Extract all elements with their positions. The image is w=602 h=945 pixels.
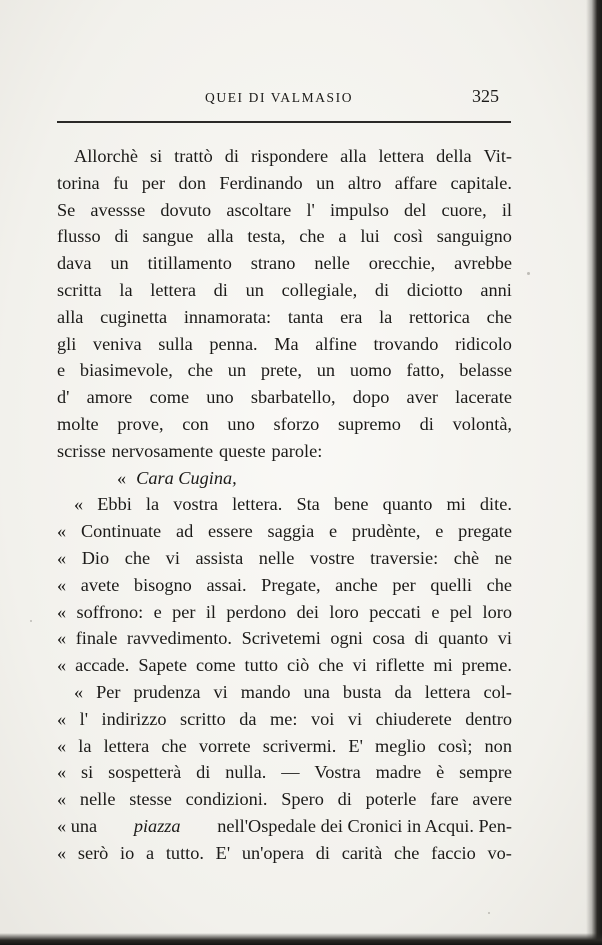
word: accade.	[75, 655, 130, 676]
word: d'	[57, 387, 70, 408]
word: veniva	[92, 333, 142, 354]
letter-line	[57, 840, 512, 867]
word: lacerate	[455, 387, 512, 408]
word: rispondere	[250, 146, 329, 166]
word: flusso	[57, 226, 101, 247]
word: con	[182, 413, 209, 434]
word: il	[205, 601, 216, 622]
text-line	[57, 197, 512, 224]
word: «	[57, 601, 67, 622]
salutation-text: Cara Cugina,	[136, 467, 237, 488]
word: sulla	[158, 333, 193, 354]
word: vostre	[309, 547, 355, 568]
word: impulso	[329, 199, 389, 220]
text-line	[57, 384, 512, 411]
word: pel	[449, 601, 473, 622]
word: assai.	[206, 574, 247, 595]
letter-line	[57, 733, 512, 760]
word: prudenza	[133, 681, 201, 702]
word: aver	[406, 387, 438, 408]
word: innamorata:	[183, 306, 272, 327]
word: «	[57, 789, 67, 810]
page-edge-right	[586, 0, 602, 945]
word: l'	[306, 199, 315, 220]
word: indirizzo	[101, 708, 167, 729]
word: si	[149, 146, 163, 166]
word: vo-	[487, 842, 512, 863]
word: «	[57, 655, 67, 676]
word: e	[57, 360, 66, 381]
word: perdono	[226, 601, 287, 622]
word: come	[195, 655, 236, 676]
word: dite.	[479, 494, 512, 515]
word: sanguigno	[436, 226, 512, 247]
word: la	[119, 279, 133, 300]
word: lettera	[150, 279, 196, 300]
header-rule	[57, 121, 511, 123]
word: per	[392, 574, 416, 595]
word: collegiale,	[281, 279, 358, 300]
word: vi	[347, 708, 363, 729]
piazza-after: nell'Ospedale dei Cronici in Acqui. Pen-	[217, 815, 512, 836]
word: serò	[77, 842, 109, 863]
word: «	[57, 574, 67, 595]
word: di	[213, 279, 228, 300]
word: «	[57, 628, 67, 649]
word: alfine	[315, 333, 357, 354]
word: «	[57, 762, 67, 783]
letter-salutation	[57, 465, 512, 492]
word: lui	[360, 226, 380, 247]
word: scrivermi.	[262, 735, 337, 756]
word: nelle	[79, 789, 116, 810]
word: scrisse	[57, 440, 106, 461]
letter-line	[57, 491, 512, 518]
word: Vostra	[314, 762, 361, 783]
word: dovuto	[160, 199, 212, 220]
word: E'	[348, 735, 363, 756]
word: Sta	[296, 494, 320, 515]
word: madre	[375, 762, 422, 783]
word: quanto	[382, 494, 433, 515]
word: della	[436, 146, 472, 166]
word: carità	[341, 842, 383, 863]
word: diciotto	[406, 279, 463, 300]
word: mi	[433, 655, 453, 676]
word: un	[316, 360, 336, 381]
word: traversie:	[370, 547, 439, 568]
word: nelle	[314, 253, 350, 274]
word: orecchie,	[368, 253, 436, 274]
word: «	[57, 708, 67, 729]
letter-line	[57, 706, 512, 733]
word: assista	[195, 547, 244, 568]
page-edge-bottom	[0, 933, 602, 945]
word: Se	[57, 199, 76, 220]
letter-line	[57, 759, 512, 786]
word: la	[145, 494, 160, 515]
word: busta	[342, 681, 382, 702]
word: di	[315, 842, 330, 863]
word: che	[318, 655, 344, 676]
word: un	[110, 253, 129, 274]
word: affare	[394, 172, 438, 193]
word: Allorchè	[74, 146, 138, 166]
word: un	[316, 172, 335, 193]
word: da	[394, 681, 412, 702]
word: ascoltare	[226, 199, 292, 220]
word: finale	[75, 628, 118, 649]
word: che	[486, 574, 512, 595]
body-text	[57, 143, 512, 867]
word: la	[78, 735, 92, 756]
word: prete,	[260, 360, 302, 381]
paper-speck	[527, 272, 530, 275]
word: a	[146, 842, 155, 863]
letter-line	[57, 518, 512, 545]
word: lettera.	[232, 494, 283, 515]
word: pregate	[458, 521, 512, 542]
text-line	[57, 438, 512, 465]
word: vostra	[173, 494, 218, 515]
letter-line	[57, 545, 512, 572]
word: preme.	[461, 655, 512, 676]
word: Ferdinando	[219, 172, 303, 193]
word: vi	[352, 655, 367, 676]
word: di	[374, 279, 390, 300]
word: nervosamente	[111, 440, 214, 461]
word: alla	[207, 226, 234, 247]
text-line	[57, 357, 512, 384]
word: un	[245, 279, 264, 300]
running-title: QUEI DI VALMASIO	[205, 90, 354, 105]
word: tanta	[287, 306, 324, 327]
word: di	[196, 762, 211, 783]
word: uomo	[349, 360, 392, 381]
word: fu	[113, 172, 129, 193]
word: biasimevole,	[79, 360, 173, 381]
word: avessse	[90, 199, 146, 220]
word: sforzo	[273, 413, 320, 434]
word: che	[187, 360, 213, 381]
word: «	[57, 735, 67, 756]
word: quanto	[438, 628, 489, 649]
word: dentro	[465, 708, 512, 729]
word: era	[340, 306, 363, 327]
word: uno	[206, 387, 234, 408]
word: «	[57, 521, 67, 542]
word: trattò	[174, 146, 213, 166]
word: mi	[446, 494, 466, 515]
word: si	[81, 762, 94, 783]
word: a	[338, 226, 347, 247]
word: titillamento	[147, 253, 232, 274]
letter-line	[57, 599, 512, 626]
word: anche	[335, 574, 378, 595]
word: bene	[333, 494, 369, 515]
word: dei	[296, 601, 319, 622]
word: vi	[213, 681, 228, 702]
word: che	[161, 735, 187, 756]
word: di	[114, 226, 129, 247]
word: dopo	[352, 387, 390, 408]
word: Dio	[81, 547, 110, 568]
word: peccati	[369, 601, 421, 622]
paper-speck	[30, 620, 32, 622]
word: e	[153, 601, 162, 622]
word: Spero	[281, 789, 324, 810]
word: gli	[57, 333, 77, 354]
text-line	[57, 411, 512, 438]
word: cuginetta	[100, 306, 168, 327]
word: «	[57, 547, 67, 568]
word: non	[484, 735, 512, 756]
word: dava	[57, 253, 92, 274]
text-line	[57, 304, 512, 331]
letter-line	[57, 625, 512, 652]
word: volontà,	[452, 413, 512, 434]
word: il	[501, 199, 512, 220]
word: alla	[57, 306, 84, 327]
word: Vit-	[483, 146, 512, 166]
page-number: 325	[472, 86, 499, 106]
letter-line-piazza	[57, 813, 512, 840]
word: —	[281, 762, 300, 783]
word: «	[74, 494, 84, 515]
page-header	[70, 86, 511, 110]
word: loro	[482, 601, 512, 622]
word: un'opera	[241, 842, 305, 863]
word: un	[227, 360, 247, 381]
word: sempre	[459, 762, 512, 783]
word: sangue	[142, 226, 194, 247]
word: Ebbi	[97, 494, 132, 515]
word: di	[414, 628, 429, 649]
word: «	[57, 842, 67, 863]
word: testa,	[247, 226, 286, 247]
word: per	[172, 601, 196, 622]
word: scritta	[57, 279, 102, 300]
word: poterle	[365, 789, 417, 810]
word: vi	[497, 628, 512, 649]
word: loro	[329, 601, 359, 622]
salutation-quote: «	[117, 467, 127, 488]
word: strano	[250, 253, 296, 274]
word: meglio	[375, 735, 426, 756]
text-line	[57, 250, 512, 277]
word: ravvedimento.	[126, 628, 233, 649]
letter-line	[57, 572, 512, 599]
text-line	[57, 170, 512, 197]
word: che	[486, 306, 512, 327]
word: è	[436, 762, 445, 783]
word: Scrivetemi	[241, 628, 321, 649]
word: chè	[453, 547, 480, 568]
word: «	[74, 681, 84, 702]
word: ridicolo	[455, 333, 512, 354]
word: condizioni.	[185, 789, 268, 810]
word: così	[393, 226, 423, 247]
word: queste	[218, 440, 266, 461]
word: la	[379, 306, 393, 327]
word: cosa	[372, 628, 405, 649]
word: cuore,	[441, 199, 487, 220]
word: fatto,	[406, 360, 445, 381]
word: faccio	[431, 842, 476, 863]
word: che	[394, 842, 420, 863]
word: nulla.	[225, 762, 267, 783]
word: riflette	[375, 655, 425, 676]
word: me:	[270, 708, 298, 729]
word: come	[149, 387, 190, 408]
word: che	[124, 547, 151, 568]
letter-line	[57, 652, 512, 679]
word: vi	[165, 547, 180, 568]
text-line	[57, 143, 512, 170]
word: saggia	[267, 521, 315, 542]
word: che	[299, 226, 325, 247]
word: e	[435, 521, 444, 542]
text-line	[57, 331, 512, 358]
word: per	[141, 172, 166, 193]
paper-speck	[488, 912, 490, 914]
word: fare	[430, 789, 459, 810]
letter-line	[57, 786, 512, 813]
word: tutto.	[165, 842, 204, 863]
word: scritto	[180, 708, 226, 729]
word: avere	[472, 789, 512, 810]
word: essere	[208, 521, 253, 542]
word: supremo	[337, 413, 401, 434]
word: quelli	[430, 574, 472, 595]
word: e	[329, 521, 338, 542]
word: avrebbe	[454, 253, 512, 274]
word: io	[120, 842, 135, 863]
word: così;	[437, 735, 473, 756]
word: da	[239, 708, 257, 729]
word: Pregate,	[261, 574, 321, 595]
word: Ma	[274, 333, 299, 354]
word: mando	[240, 681, 291, 702]
word: trovando	[373, 333, 439, 354]
word: capitale.	[450, 172, 512, 193]
word: amore	[86, 387, 133, 408]
word: E'	[215, 842, 231, 863]
word: di	[224, 146, 239, 166]
word: penna.	[209, 333, 258, 354]
word: Per	[96, 681, 121, 702]
word: rettorica	[409, 306, 470, 327]
word: molte	[57, 413, 99, 434]
piazza-italic: piazza	[133, 815, 181, 836]
word: Continuate	[80, 521, 162, 542]
word: lettera	[424, 681, 471, 702]
word: stesse	[129, 789, 172, 810]
word: voi	[310, 708, 335, 729]
word: l'	[79, 708, 89, 729]
text-line	[57, 223, 512, 250]
word: sbarbatello,	[250, 387, 336, 408]
word: altro	[347, 172, 382, 193]
word: lettera	[378, 146, 425, 166]
word: prove,	[117, 413, 164, 434]
word: ogni	[330, 628, 363, 649]
letter-line	[57, 679, 512, 706]
word: vorrete	[198, 735, 251, 756]
word: e	[431, 601, 440, 622]
word: ciò	[286, 655, 310, 676]
word: del	[404, 199, 427, 220]
piazza-before: « una	[57, 815, 98, 836]
word: di	[337, 789, 352, 810]
word: bisogno	[133, 574, 192, 595]
word: di	[419, 413, 434, 434]
word: una	[303, 681, 330, 702]
word: parole:	[271, 440, 323, 461]
word: don	[178, 172, 206, 193]
word: avete	[80, 574, 120, 595]
word: ad	[175, 521, 194, 542]
word: col-	[483, 681, 512, 702]
word: belasse	[459, 360, 512, 381]
word: prudènte,	[351, 521, 421, 542]
word: sospetterà	[108, 762, 182, 783]
word: uno	[227, 413, 255, 434]
word: soffrono:	[76, 601, 144, 622]
word: chiuderete	[375, 708, 452, 729]
word: lettera	[103, 735, 150, 756]
word: Sapete	[138, 655, 188, 676]
word: alla	[340, 146, 367, 166]
text-line	[57, 277, 512, 304]
word: torina	[57, 172, 100, 193]
word: anni	[480, 279, 512, 300]
word: ne	[494, 547, 512, 568]
word: tutto	[244, 655, 279, 676]
word: nelle	[258, 547, 295, 568]
